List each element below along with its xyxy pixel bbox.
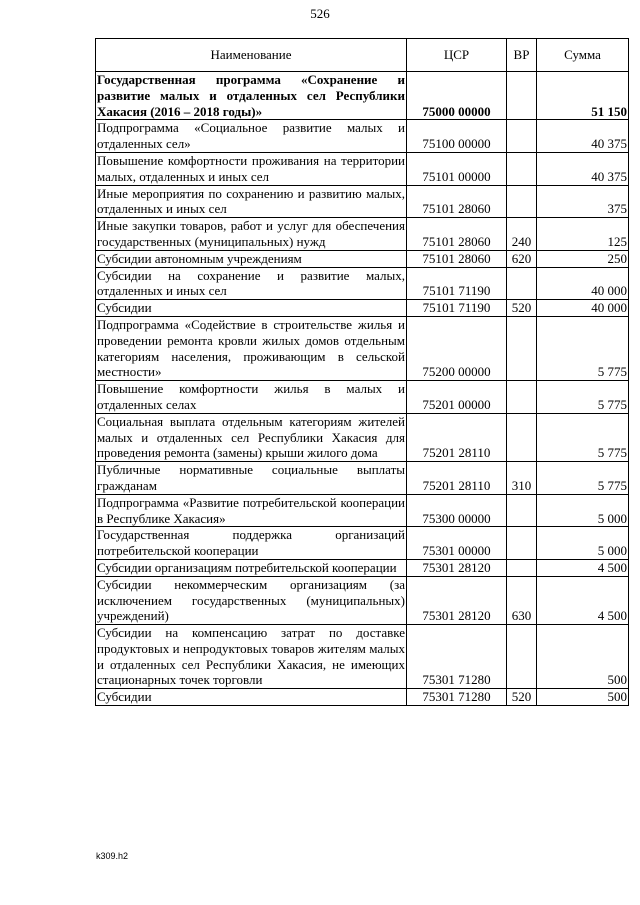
row-code: 75301 00000: [407, 527, 507, 560]
row-sum: 40 375: [537, 120, 629, 153]
table-row: [96, 462, 629, 495]
row-vr: [507, 120, 537, 153]
row-sum: 5 775: [537, 462, 629, 495]
budget-table: [95, 38, 629, 706]
row-code: 75300 00000: [407, 494, 507, 527]
row-vr: [507, 316, 537, 380]
row-vr: 520: [507, 689, 537, 706]
row-name: Субсидии некоммерческим организациям (за исключением государственных (муниципальных) учреждений): [97, 576, 405, 624]
row-vr: 240: [507, 218, 537, 251]
row-code: 75101 28060: [407, 185, 507, 218]
row-code: 75101 00000: [407, 152, 507, 185]
row-code: 75101 71190: [407, 300, 507, 317]
table-row: [96, 185, 629, 218]
row-sum: 5 775: [537, 381, 629, 414]
table-row: [96, 381, 629, 414]
table-row: [96, 527, 629, 560]
row-vr: [507, 72, 537, 120]
row-code: 75101 28060: [407, 218, 507, 251]
row-code: 75301 28120: [407, 576, 507, 624]
row-vr: [507, 559, 537, 576]
row-name: Государственная программа «Сохранение и развитие малых и отдаленных сел Республики Хакасия (2016 – 2018 годы)»: [97, 72, 405, 119]
table-row: [96, 689, 629, 706]
row-code: 75201 00000: [407, 381, 507, 414]
row-sum: 4 500: [537, 576, 629, 624]
table-row: [96, 250, 629, 267]
row-name: Повышение комфортности жилья в малых и отдаленных селах: [97, 381, 405, 412]
table-row: [96, 413, 629, 461]
row-sum: 375: [537, 185, 629, 218]
table-row: [96, 576, 629, 624]
row-code: 75301 71280: [407, 625, 507, 689]
table-header-row: [96, 39, 629, 72]
row-name: Подпрограмма «Содействие в строительстве жилья и проведении ремонта кровли жилых домов отдельным категориям населения, проживающим в сельской местности»: [97, 316, 405, 380]
row-name: Субсидии: [96, 689, 407, 706]
row-sum: 5 000: [537, 494, 629, 527]
row-vr: 620: [507, 250, 537, 267]
table-row: [96, 72, 629, 120]
row-sum: 40 000: [537, 267, 629, 300]
table-row: [96, 120, 629, 153]
row-sum: 40 000: [537, 300, 629, 317]
table-row: [96, 267, 629, 300]
row-sum: 5 000: [537, 527, 629, 560]
header-vr: ВР: [507, 39, 537, 72]
row-name: Подпрограмма «Развитие потребительской кооперации в Республике Хакасия»: [97, 494, 405, 526]
row-vr: [507, 494, 537, 527]
header-name: Наименование: [96, 39, 407, 72]
row-name: Субсидии организациям потребительской кооперации: [96, 559, 407, 576]
row-sum: 500: [537, 625, 629, 689]
row-code: 75101 28060: [407, 250, 507, 267]
row-sum: 4 500: [537, 559, 629, 576]
table-row: [96, 218, 629, 251]
row-name: Повышение комфортности проживания на территории малых, отдаленных и иных сел: [97, 152, 405, 184]
row-code: 75201 28110: [407, 462, 507, 495]
row-vr: [507, 625, 537, 689]
row-sum: 40 375: [537, 152, 629, 185]
row-name: Государственная поддержка организаций потребительской кооперации: [97, 527, 405, 559]
row-code: 75200 00000: [407, 316, 507, 380]
row-code: 75301 71280: [407, 689, 507, 706]
row-sum: 500: [537, 689, 629, 706]
row-code: 75100 00000: [407, 120, 507, 153]
row-vr: [507, 185, 537, 218]
table-row: [96, 559, 629, 576]
table-row: [96, 300, 629, 317]
row-name: Субсидии на сохранение и развитие малых, отдаленных и иных сел: [97, 267, 405, 299]
row-vr: [507, 527, 537, 560]
header-code: ЦСР: [407, 39, 507, 72]
header-sum: Сумма: [537, 39, 629, 72]
row-code: 75201 28110: [407, 413, 507, 461]
row-name: Иные мероприятия по сохранению и развитию малых, отдаленных и иных сел: [97, 185, 405, 217]
row-name: Субсидии на компенсацию затрат по доставке продуктовых и непродуктовых товаров жителям малых и отдаленных сел Республики Хакасия, не имеющих стационарных точек торговли: [97, 625, 405, 688]
row-vr: [507, 381, 537, 414]
row-code: 75000 00000: [407, 72, 507, 120]
row-sum: 5 775: [537, 316, 629, 380]
row-sum: 5 775: [537, 413, 629, 461]
row-name: Социальная выплата отдельным категориям жителей малых и отдаленных сел Республики Хакасия для проведения ремонта (замены) крыши жилого дома: [97, 413, 405, 461]
row-code: 75101 71190: [407, 267, 507, 300]
row-vr: 310: [507, 462, 537, 495]
row-name: Субсидии: [96, 300, 407, 317]
page-number: 526: [310, 6, 330, 21]
table-row: [96, 152, 629, 185]
row-name: Подпрограмма «Социальное развитие малых и отдаленных сел»: [97, 120, 405, 152]
row-vr: [507, 152, 537, 185]
row-vr: 520: [507, 300, 537, 317]
footer-code: k309.h2: [96, 851, 129, 861]
row-sum: 250: [537, 250, 629, 267]
row-vr: [507, 413, 537, 461]
table-row: [96, 494, 629, 527]
row-sum: 125: [537, 218, 629, 251]
row-sum: 51 150: [537, 72, 629, 120]
row-code: 75301 28120: [407, 559, 507, 576]
row-name: Иные закупки товаров, работ и услуг для обеспечения государственных (муниципальных) нужд: [97, 218, 405, 249]
row-vr: [507, 267, 537, 300]
table-row: [96, 625, 629, 689]
table-row: [96, 316, 629, 380]
row-vr: 630: [507, 576, 537, 624]
row-name: Субсидии автономным учреждениям: [96, 250, 407, 267]
row-name: Публичные нормативные социальные выплаты гражданам: [97, 462, 405, 493]
